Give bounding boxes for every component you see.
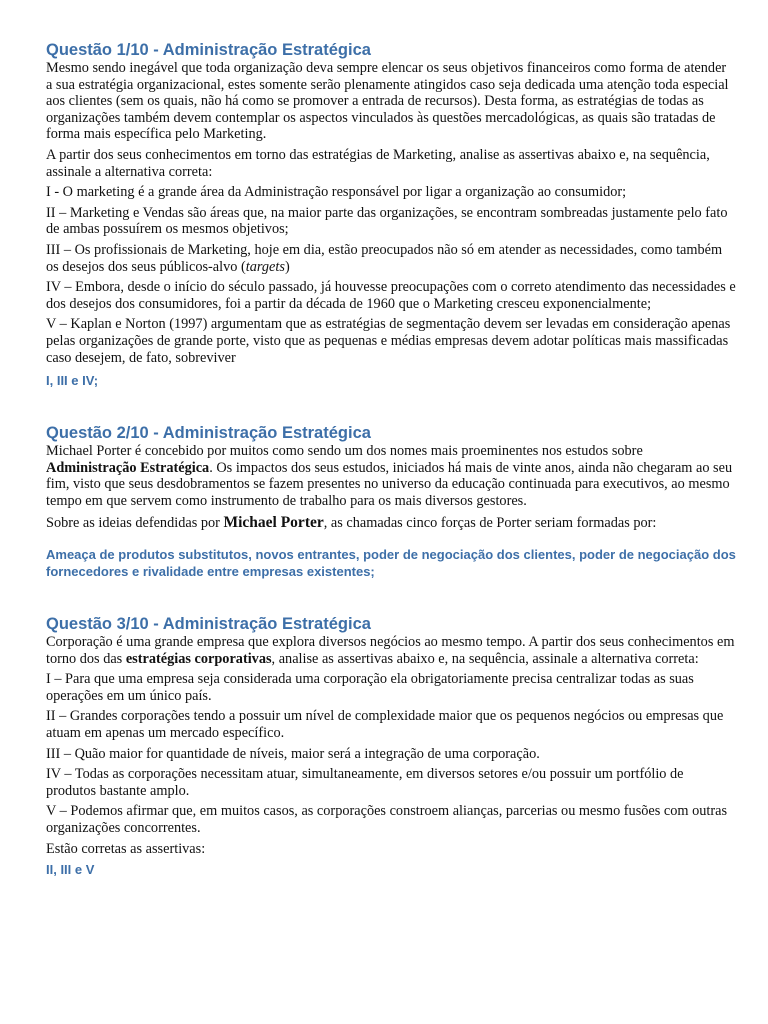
question-1-intro: Mesmo sendo inegável que toda organização deva sempre elencar os seus objetivos financeiros como forma de atender a sua estratégia organizacional, estes somente serão plenamente atingidos caso seja dedicada uma atenção toda especial aos clientes (sem os quais, não há como se promover a entrada de recursos). Desta forma, as estratégias de todas as organizações também devem contemplar os aspectos vinculados às questões mercadológicas, as quais são tratadas de forma mais específica pelo Marketing. xyxy=(46,60,729,143)
corporate-assertion-iii: III – Quão maior for quantidade de níveis, maior será a integração de uma corporação. xyxy=(46,745,540,762)
corporate-assertion-i: I – Para que uma empresa seja considerada uma corporação ela obrigatoriamente precisa centralizar todas as suas operações em um único país. xyxy=(46,671,694,704)
question-1-title: Questão 1/10 - Administração Estratégica xyxy=(46,41,371,59)
question-3-intro xyxy=(46,634,736,667)
question-2-intro-end: . Os impactos dos seus estudos, iniciados há mais de vinte anos, ainda não chegaram ao seu fim, visto que seus desdobramentos se fazem presentes no universo da educação continuada para executivos, ao mesmo tempo em que servem como instrumento de trabalho para os mais diversos gestores. xyxy=(46,459,733,509)
question-2-answer: Ameaça de produtos substitutos, novos entrantes, poder de negociação dos clientes, poder de negociação dos fornecedores e rivalidade entre empresas existentes; xyxy=(46,547,736,580)
corporate-assertion-ii: II – Grandes corporações tendo a possuir um nível de complexidade maior que os pequenos negócios ou empresas que atuam em apenas um mercado específico. xyxy=(46,708,724,742)
question-2-intro xyxy=(46,443,736,509)
corporate-assertion-v: V – Podemos afirmar que, em muitos casos, as corporações constroem alianças, parcerias ou mesmo fusões com outras organizações concorrentes. xyxy=(46,803,728,836)
assertion-iii xyxy=(46,242,736,275)
corporate-assertion-iv: IV – Todas as corporações necessitam atuar, simultaneamente, em diversos setores e/ou possuir um portfólio de produtos bastante amplo. xyxy=(46,766,684,799)
question-2-prompt xyxy=(46,515,736,532)
question-3-closing: Estão corretas as assertivas: xyxy=(46,840,206,857)
question-2 xyxy=(46,423,736,580)
assertion-v: V – Kaplan e Norton (1997) argumentam que as estratégias de segmentação devem ser levadas em consideração apenas pelas organizações de grande porte, visto que as pequenas e médias empresas devem adotar políticas mais massificadas caso desejem, de fato, sobreviver xyxy=(46,316,731,366)
assertion-iii-text: III – Os profissionais de Marketing, hoje em dia, estão preocupados não só em atender as necessidades, como também os desejos dos seus públicos-alvo ( xyxy=(46,241,723,275)
question-2-prompt-bold: Michael Porter xyxy=(223,514,324,532)
question-1-prompt: A partir dos seus conhecimentos em torno das estratégias de Marketing, analise as assertivas abaixo e, na sequência, assinale a alternativa correta: xyxy=(46,146,710,180)
question-1 xyxy=(46,40,736,389)
question-2-intro-bold: Administração Estratégica xyxy=(46,459,210,476)
assertion-iii-italic: targets xyxy=(245,258,285,275)
question-2-title: Questão 2/10 - Administração Estratégica xyxy=(46,424,371,443)
question-3-answer: II, III e V xyxy=(46,862,95,878)
question-3-intro-bold: estratégias corporativas xyxy=(125,650,272,667)
question-1-answer: I, III e IV; xyxy=(46,373,99,389)
question-2-intro-text: Michael Porter é concebido por muitos como sendo um dos nomes mais proeminentes nos estudos sobre xyxy=(46,443,643,460)
assertion-i: I - O marketing é a grande área da Administração responsável por ligar a organização ao consumidor; xyxy=(46,184,627,201)
assertion-iii-end: ) xyxy=(284,258,290,275)
assertion-ii: II – Marketing e Vendas são áreas que, na maior parte das organizações, se encontram sombreadas justamente pelo fato de ambas possuírem os mesmos objetivos; xyxy=(46,204,728,238)
document-page xyxy=(46,40,736,878)
question-2-prompt-end: , as chamadas cinco forças de Porter seriam formadas por: xyxy=(323,515,657,532)
question-3-title: Questão 3/10 - Administração Estratégica xyxy=(46,615,371,634)
question-2-prompt-text: Sobre as ideias defendidas por xyxy=(46,515,224,532)
question-3-intro-text: Corporação é uma grande empresa que explora diversos negócios ao mesmo tempo. A partir dos seus conhecimentos em torno dos das xyxy=(46,634,735,667)
question-3-intro-end: , analise as assertivas abaixo e, na sequência, assinale a alternativa correta: xyxy=(271,650,699,667)
question-3 xyxy=(46,614,736,878)
assertion-iv: IV – Embora, desde o início do século passado, já houvesse preocupações com o correto atendimento das necessidades e dos desejos dos consumidores, foi a partir da década de 1960 que o Marketing cresceu exponencialmente; xyxy=(46,279,736,312)
